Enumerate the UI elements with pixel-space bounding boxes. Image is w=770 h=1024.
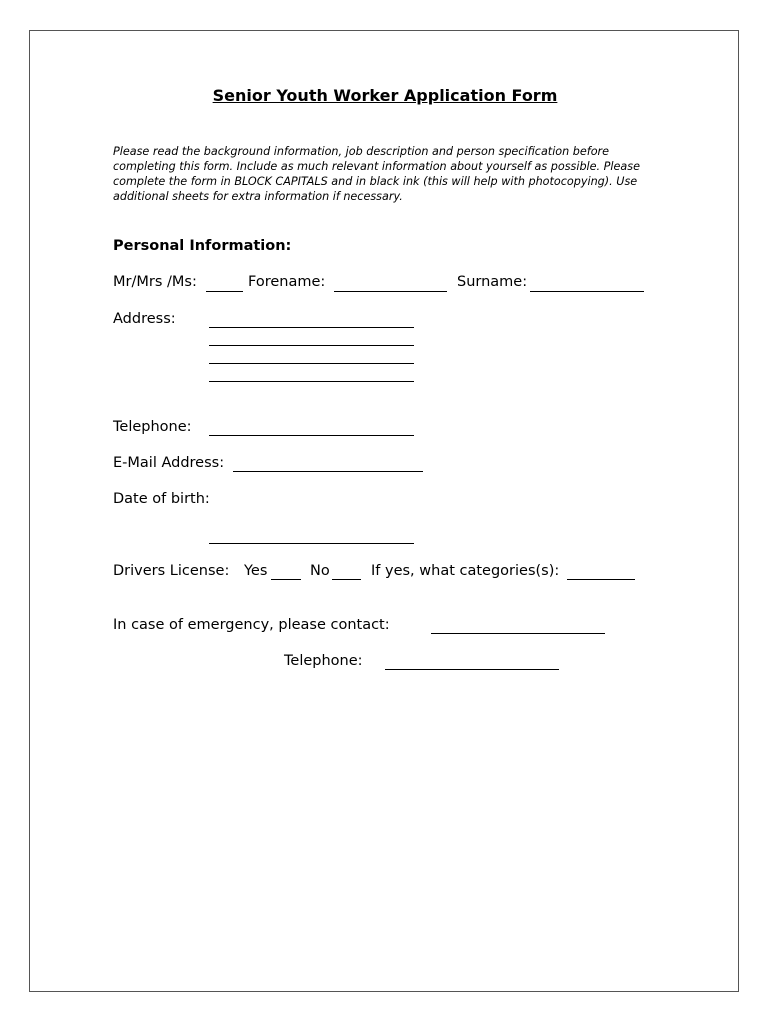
address-line-2[interactable] xyxy=(209,345,414,346)
address-label: Address: xyxy=(113,311,176,327)
email-field[interactable] xyxy=(233,471,423,472)
address-line-4[interactable] xyxy=(209,381,414,382)
title-field[interactable] xyxy=(206,291,243,292)
surname-label: Surname: xyxy=(457,274,528,290)
personal-information-heading: Personal Information: xyxy=(113,238,292,254)
telephone-label: Telephone: xyxy=(113,419,192,435)
form-title: Senior Youth Worker Application Form xyxy=(212,86,558,105)
form-instructions: Please read the background information, job description and person specification before completing this form. Include as much relevant information about yourself as possible. Please complete the form in BLOCK CAPITALS and in black ink (this will help with photocopying). Use additional sheets for extra information if necessary. xyxy=(113,145,640,203)
telephone-field[interactable] xyxy=(209,435,414,436)
date-of-birth-field[interactable] xyxy=(209,543,414,544)
date-of-birth-label: Date of birth: xyxy=(113,491,210,507)
forename-field[interactable] xyxy=(334,291,447,292)
license-no-label: No xyxy=(310,563,330,579)
form-page xyxy=(29,30,739,992)
email-label: E-Mail Address: xyxy=(113,455,225,471)
license-yes-field[interactable] xyxy=(271,579,301,580)
license-categories-field[interactable] xyxy=(567,579,635,580)
drivers-license-label: Drivers License: xyxy=(113,563,230,579)
emergency-contact-field[interactable] xyxy=(431,633,605,634)
title-label: Mr/Mrs /Ms: xyxy=(113,274,197,290)
license-yes-label: Yes xyxy=(244,563,268,579)
forename-label: Forename: xyxy=(248,274,326,290)
address-line-1[interactable] xyxy=(209,327,414,328)
surname-field[interactable] xyxy=(530,291,644,292)
emergency-telephone-field[interactable] xyxy=(385,669,559,670)
emergency-contact-label: In case of emergency, please contact: xyxy=(113,617,390,633)
address-line-3[interactable] xyxy=(209,363,414,364)
license-categories-label: If yes, what categories(s): xyxy=(371,563,560,579)
emergency-telephone-label: Telephone: xyxy=(284,653,363,669)
license-no-field[interactable] xyxy=(332,579,361,580)
